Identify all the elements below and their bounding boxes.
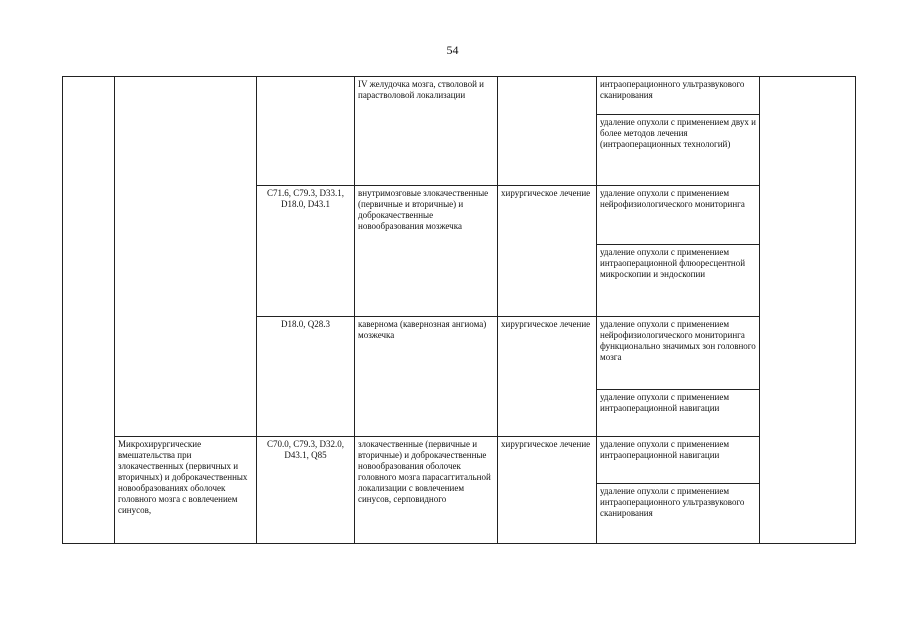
treatment-cell: хирургическое лечение	[498, 437, 597, 544]
codes-cell: D18.0, Q28.3	[257, 317, 355, 437]
method-cell: удаление опухоли с применением двух и более методов лечения (интраоперационных технологий)	[597, 115, 760, 186]
method-cell: удаление опухоли с применением интраоперационной флюоресцентной микроскопии и эндоскопии	[597, 245, 760, 317]
codes-cell: C70.0, C79.3, D32.0, D43.1, Q85	[257, 437, 355, 544]
disease-cell: кавернома (кавернозная ангиома) мозжечка	[355, 317, 498, 437]
codes-cell: C71.6, C79.3, D33.1, D18.0, D43.1	[257, 186, 355, 317]
method-cell: интраоперационного ультразвукового сканирования	[597, 77, 760, 115]
method-cell: удаление опухоли с применением интраоперационной навигации	[597, 437, 760, 484]
method-cell: удаление опухоли с применением нейрофизиологического мониторинга	[597, 186, 760, 245]
page-number: 54	[446, 43, 459, 57]
disease-cell: IV желудочка мозга, стволовой и парастволовой локализации	[355, 77, 498, 186]
method-cell: удаление опухоли с применением нейрофизиологического мониторинга функционально значимых зон головного мозга	[597, 317, 760, 390]
medical-care-table	[62, 76, 856, 544]
norm-cell	[760, 77, 856, 544]
disease-cell: внутримозговые злокачественные (первичные и вторичные) и доброкачественные новообразования мозжечка	[355, 186, 498, 317]
disease-cell: злокачественные (первичные и вторичные) и доброкачественные новообразования оболочек головного мозга парасаггитальной локализации с вовлечением синусов, серповидного	[355, 437, 498, 544]
method-cell: удаление опухоли с применением интраоперационного ультразвукового сканирования	[597, 484, 760, 544]
treatment-cell	[498, 77, 597, 186]
table-row	[63, 77, 856, 115]
codes-cell	[257, 77, 355, 186]
table-row	[63, 437, 856, 484]
intervention-cell	[115, 77, 257, 437]
treatment-cell: хирургическое лечение	[498, 186, 597, 317]
method-cell: удаление опухоли с применением интраоперационной навигации	[597, 390, 760, 437]
treatment-cell: хирургическое лечение	[498, 317, 597, 437]
number-cell	[63, 77, 115, 544]
intervention-cell: Микрохирургические вмешательства при злокачественных (первичных и вторичных) и доброкачественных новообразованиях оболочек головного мозга с вовлечением синусов,	[115, 437, 257, 544]
